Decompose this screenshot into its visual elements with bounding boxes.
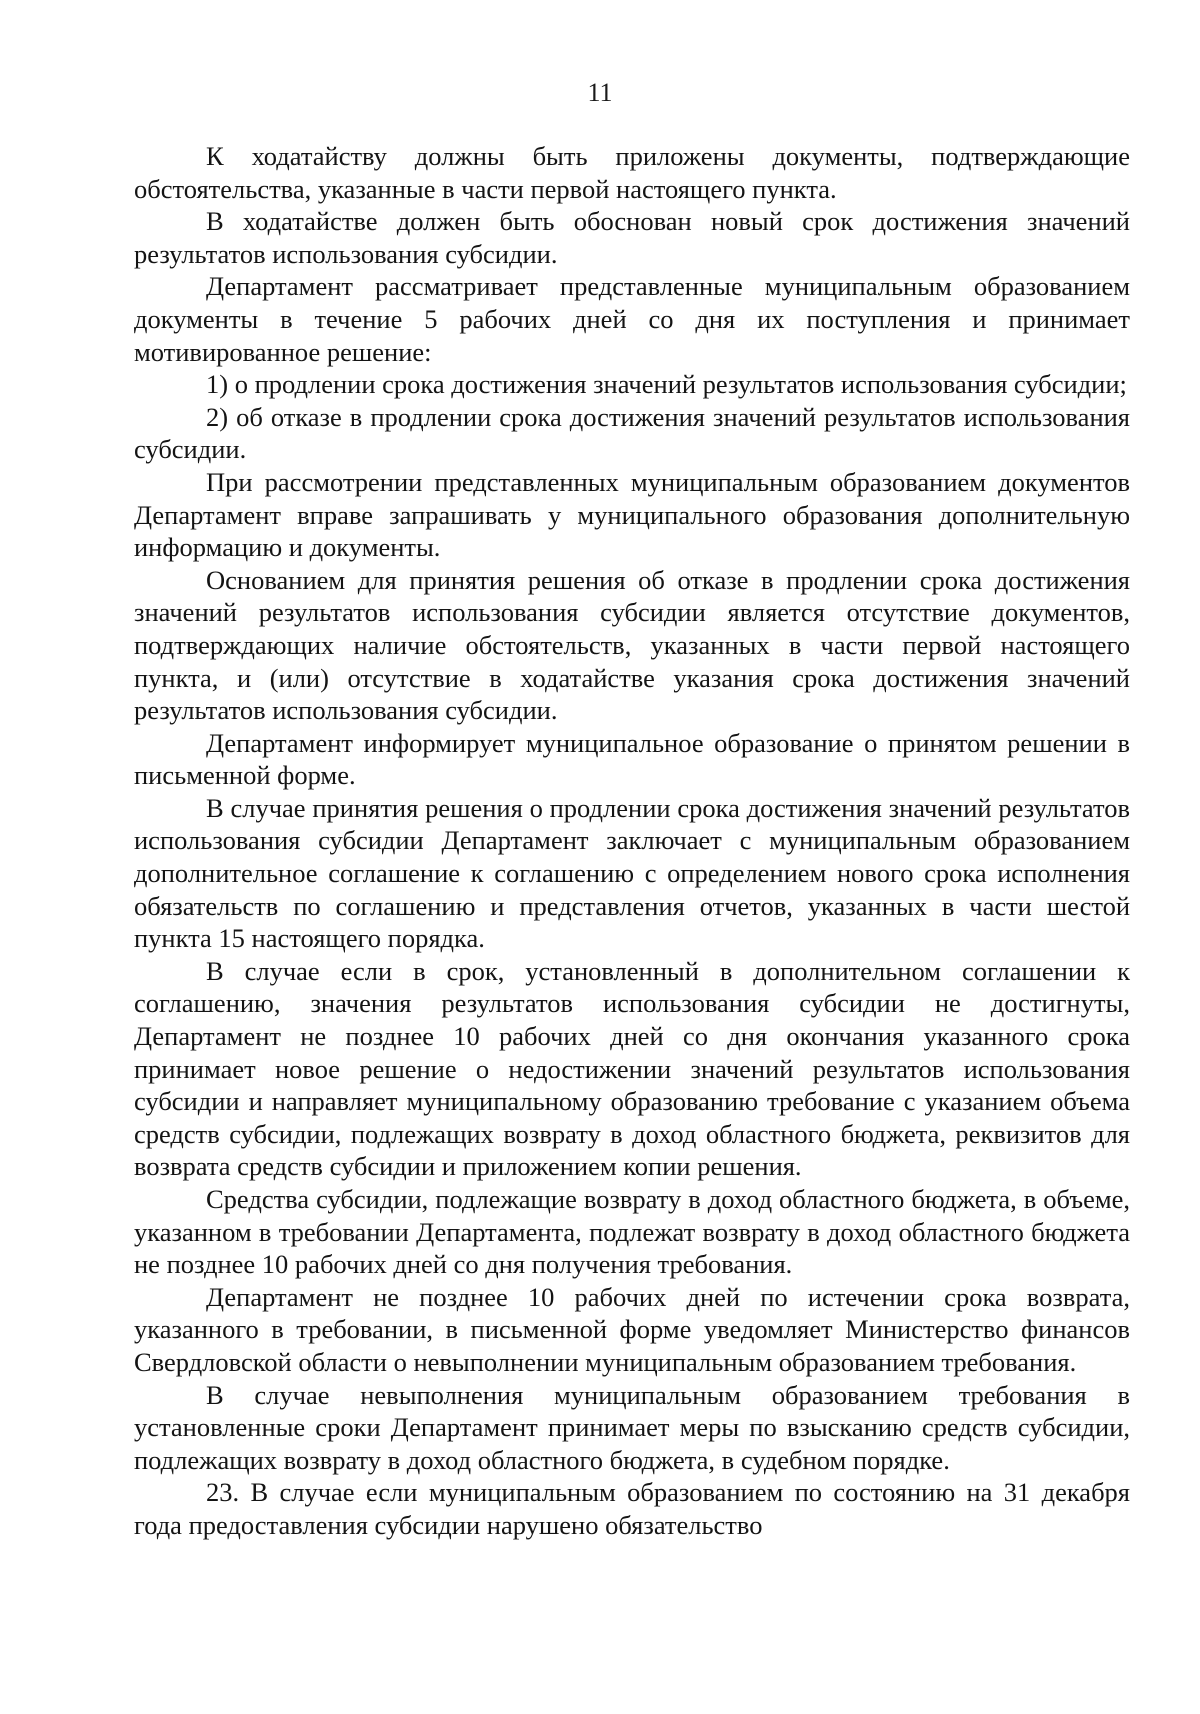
paragraph: Основанием для принятия решения об отказе в продлении срока достижения значений результатов использования субсидии является отсутствие документов, подтверждающих наличие обстоятельств, указанных в части первой настоящего пункта, и (или) отсутствие в ходатайстве указания срока достижения значений результатов использования субсидии. <box>134 564 1130 726</box>
list-item: 2) об отказе в продлении срока достижения значений результатов использования субсидии. <box>134 401 1130 465</box>
list-item: 1) о продлении срока достижения значений результатов использования субсидии; <box>206 369 1127 400</box>
paragraph: В ходатайстве должен быть обоснован новый срок достижения значений результатов использования субсидии. <box>134 206 1130 269</box>
paragraph: Средства субсидии, подлежащие возврату в доход областного бюджета, в объеме, указанном в требовании Департамента, подлежат возврату в доход областного бюджета не позднее 10 рабочих дней со дня получения требования. <box>134 1184 1130 1280</box>
numbered-clause: 23. В случае если муниципальным образованием по состоянию на 31 декабря года предоставления субсидии нарушено обязательство <box>134 1477 1130 1540</box>
paragraph: Департамент информирует муниципальное образование о принятом решении в письменной форме. <box>134 727 1130 791</box>
paragraph: В случае принятия решения о продлении срока достижения значений результатов использования субсидии Департамент заключает с муниципальным образованием дополнительное соглашение к соглашению с определением нового срока исполнения обязательств по соглашению и представления отчетов, указанных в части шестой пункта 15 настоящего порядка. <box>134 792 1130 954</box>
paragraph: При рассмотрении представленных муниципальным образованием документов Департамент вправе запрашивать у муниципального образования дополнительную информацию и документы. <box>134 466 1130 563</box>
page-number: 11 <box>587 78 613 107</box>
paragraph: В случае если в срок, установленный в дополнительном соглашении к соглашению, значения результатов использования субсидии не достигнуты, Департамент не позднее 10 рабочих дней со дня окончания указанного срока принимает новое решение о недостижении значений результатов использования субсидии и направляет муниципальному образованию требование с указанием объема средств субсидии, подлежащих возврату в доход областного бюджета, реквизитов для возврата средств субсидии и приложением копии решения. <box>134 955 1130 1182</box>
document-body <box>134 140 1130 1542</box>
paragraph: В случае невыполнения муниципальным образованием требования в установленные сроки Департамент принимает меры по взысканию средств субсидии, подлежащих возврату в доход областного бюджета, в судебном порядке. <box>134 1379 1130 1475</box>
paragraph: Департамент рассматривает представленные муниципальным образованием документы в течение 5 рабочих дней со дня их поступления и принимает мотивированное решение: <box>134 271 1130 367</box>
paragraph: Департамент не позднее 10 рабочих дней по истечении срока возврата, указанного в требовании, в письменной форме уведомляет Министерство финансов Свердловской области о невыполнении муниципальным образованием требования. <box>134 1281 1130 1377</box>
paragraph: К ходатайству должны быть приложены документы, подтверждающие обстоятельства, указанные в части первой настоящего пункта. <box>134 141 1130 204</box>
